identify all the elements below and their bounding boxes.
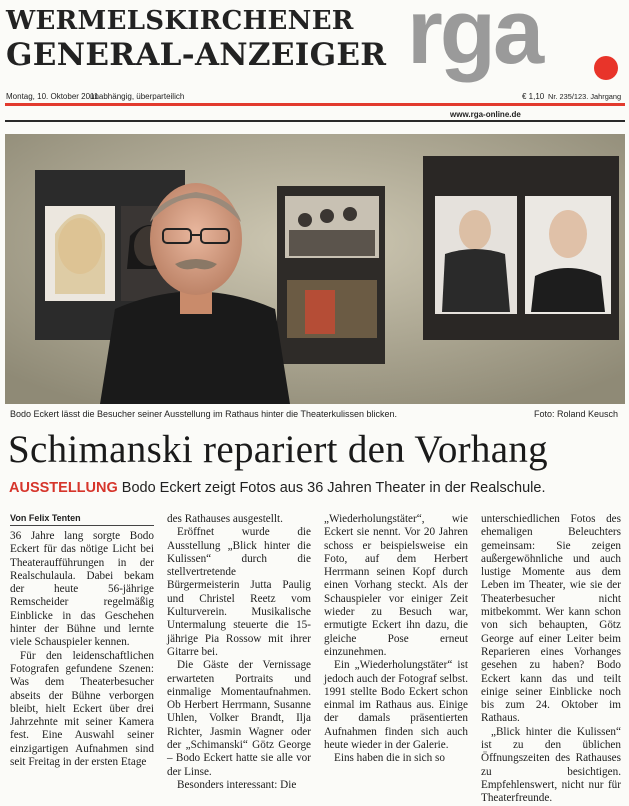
paragraph: Eins haben die in sich so [334,752,445,765]
masthead-rule [5,120,625,122]
photo-caption: Bodo Eckert lässt die Besucher seiner Ausstellung im Rathaus hinter die Theaterkulissen blicken. [10,409,398,419]
masthead-title-line1: WERMELSKIRCHENER [6,6,354,36]
paragraph: Die Gäste der Vernissage erwarteten Portraits und einmalige Momentaufnahmen. Ob Herbert Herrmann, Susanne Uhlen, Volker Brandt, Ilja Richter, Jasmin Wagner oder der „Schimanski“ Götz George – Bodo Eckert hatte sie alle vor der Linse. [167,659,311,778]
subheadline [9,480,545,496]
byline-rule [10,525,154,526]
right-photo-frame [423,156,619,340]
paragraph: Besonders interessant: Die [177,778,297,791]
section-kicker: AUSSTELLUNG [9,480,118,496]
paragraph: Für den leidenschaftlichen Fotografen gefundene Szenen: Was dem Theaterbesucher abseits der Bühne verborgen bleibt, hielt Eckert über drei Jahrzehnte mit seiner Kamera fest. Eine Auswahl seiner einzigartigen Aufnahmen sind seit Freitag in der ersten Etage [10,649,154,769]
paragraph: unterschiedlichen Fotos des ehemaligen Beleuchters gemeinsam: Sie zeigen außergewöhnliche und auch lustige Momente aus dem Leben im Theater, wie sie der Theaterbesucher nicht mitbekommt. Wer kann schon von sich behaupten, Götz George auf einer Leiter beim Reparieren eines Vorhanges gesehen zu haben? Bodo Eckert kann das und teilt einige seiner Einblicke noch bis zum 24. Oktober im Rathaus. [481,513,621,725]
paragraph: Eröffnet wurde die Ausstellung „Blick hinter die Kulissen“ durch die stellvertretende Bürgermeisterin Jutta Paulig und Christel Reetz vom Kulturverein. Musikalische Untermalung steuerte die 15-jährige Pia Rossow mit ihrer Gitarre bei. [167,526,311,658]
paragraph: 36 Jahre lang sorgte Bodo Eckert für das nötige Licht bei Theateraufführungen in der Realschulaula. Dabei bekam der heute 56-jährige Remscheider regelmäßig Einblicke in das Geschehen hinter der Bühne und lernte viele Schauspieler kennen. [10,530,154,649]
article-column-2 [167,513,311,792]
photo-illustration [5,134,625,404]
rga-logo: rga [407,0,542,83]
article-headline: Schimanski repariert den Vorhang [8,428,548,471]
paragraph: „Wiederholungstäter“, wie Eckert sie nennt. Vor 20 Jahren schoss er beispielsweise ein Foto, auf dem Herbert Herrmann seinen Kopf durch einen Vorhang steckt. Als der Schauspieler vor einiger Zeit wieder zu Besuch war, ermutigte Eckert ihn dazu, die gleiche Pose erneut einzunehmen. [324,513,468,658]
subheadline-text: Bodo Eckert zeigt Fotos aus 36 Jahren Theater in der Realschule. [121,480,546,496]
article-column-4 [481,513,621,806]
price: € 1,10 [522,92,545,101]
masthead-title-line2: GENERAL-ANZEIGER [6,37,387,73]
photo-credit: Foto: Roland Keusch [534,409,619,419]
middle-photo-frame [277,186,385,364]
masthead-red-rule [5,103,625,106]
paragraph: Ein „Wiederholungstäter“ ist jedoch auch der Fotograf selbst. 1991 stellte Bodo Eckert schon einmal im Rathaus aus. Einige der damals präsentierten Aufnahmen finden sich auch heute wieder in der Galerie. [324,659,468,752]
issue-number: Nr. 235/123. Jahrgang [548,92,622,101]
website-url: www.rga-online.de [450,110,521,119]
logo-dot-icon [594,56,618,80]
article-column-1 [10,530,154,769]
paragraph: des Rathauses ausgestellt. [167,513,283,525]
article-column-3 [324,513,468,766]
paragraph: „Blick hinter die Kulissen“ ist zu den üblichen Öffnungszeiten des Rathauses zu besichtigen. Empfehlenswert, nicht nur für Theaterfreunde. [481,725,621,805]
issue-date: Montag, 10. Oktober 2011 [6,92,99,101]
byline: Von Felix Tenten [10,513,81,523]
exhibition-photo [5,134,625,404]
tagline: unabhängig, überparteilich [90,92,185,101]
